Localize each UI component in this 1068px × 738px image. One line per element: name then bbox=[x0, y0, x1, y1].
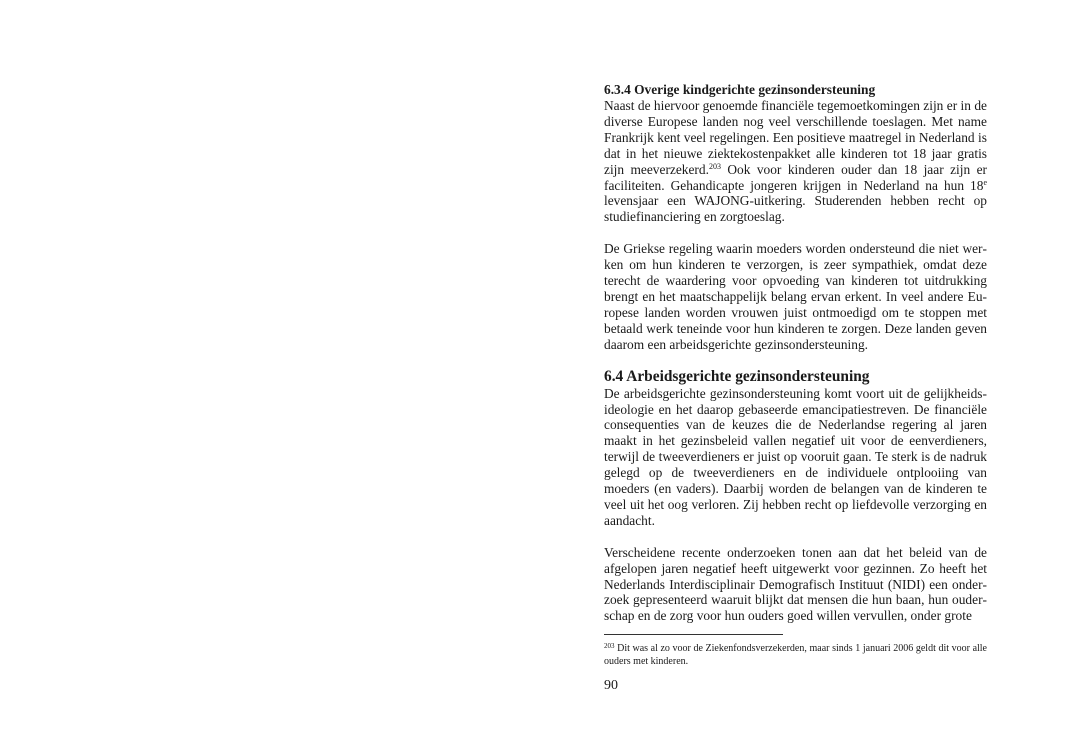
paragraph-spacer bbox=[604, 225, 987, 241]
footnote bbox=[604, 642, 987, 668]
paragraph-arbeidsgerichte: De arbeidsgerichte gezinsondersteuning komt voort uit de gelijkheidsideologie en het daarop gebaseerde emancipatiestreven. De financiële consequenties van de keuzes die de Nederlandse regering al jaren maakt in het gezinsbeleid vallen negatief uit voor de eenverdieners, terwijl de tweeverdieners er juist op vooruit gaan. Te sterk is de nadruk gelegd op de tweeverdieners en de individuele ontplooiing van moeders (en vaders). Daarbij worden de belangen van de kinderen te veel uit het oog verloren. Zij hebben recht op liefdevolle verzorging en aandacht. bbox=[604, 385, 987, 528]
paragraph-toeslagen bbox=[604, 98, 987, 225]
subsection-heading-6-3-4: 6.3.4 Overige kindgerichte gezinsondersteuning bbox=[604, 82, 876, 97]
paragraph-text: Ook voor kinderen ouder dan 18 jaar zijn er faciliteiten. Gehandicapte jongeren krijgen in Nederland na hun 18 bbox=[604, 161, 987, 193]
paragraph-onderzoeken: Verscheidene recente onderzoeken tonen aan dat het beleid van de afgelopen jaren negatief heeft uitgewerkt voor gezinnen. Zo heeft het Nederlands Interdisciplinair Demografisch Instituut (NIDI) een onderzoek gepresenteerd waaruit blijkt dat mensen die hun baan, hun ouderschap en de zorg voor hun ouders goed willen vervullen, onder grote bbox=[604, 544, 987, 624]
footnote-divider bbox=[604, 634, 783, 635]
ordinal-suffix: e bbox=[983, 177, 987, 187]
paragraph-griekse-regeling: De Griekse regeling waarin moeders worden ondersteund die niet werken om hun kinderen te verzorgen, is zeer sympathiek, omdat deze terecht de waardering voor opvoeding van kinderen tot uitdrukking brengt en het maatschappelijk belang ervan erkent. In veel andere Europese landen worden vrouwen juist ontmoedigd om te stoppen met betaald werk teneinde voor hun kinderen te zorgen. Deze landen geven daarom een arbeidsgerichte gezinsondersteuning. bbox=[604, 241, 987, 352]
paragraph-spacer bbox=[604, 353, 987, 368]
section-heading-6-4: 6.4 Arbeidsgerichte gezinsondersteuning bbox=[604, 367, 870, 385]
paragraph-text: Naast de hiervoor genoemde financiële tegemoetkomingen zijn er in de diverse Europese landen nog veel verschillende toeslagen. Met name Frankrijk kent veel regelingen. Een positieve maatregel in Nederland is dat in het nieuwe ziektekostenpakket alle kinderen tot 18 jaar gratis zijn meeverzekerd. bbox=[604, 98, 987, 177]
text-column bbox=[604, 82, 987, 624]
footnote-reference: 203 bbox=[708, 161, 721, 171]
page-number: 90 bbox=[604, 678, 618, 693]
paragraph-spacer bbox=[604, 529, 987, 545]
footnote-text: Dit was al zo voor de Ziekenfondsverzekerden, maar sinds 1 januari 2006 geldt dit voor alle ouders met kinderen. bbox=[604, 643, 987, 667]
paragraph-text: levensjaar een WAJONG-uitkering. Studerenden hebben recht op studiefinanciering en zorgtoeslag. bbox=[604, 193, 987, 225]
footnote-number: 203 bbox=[604, 642, 615, 650]
